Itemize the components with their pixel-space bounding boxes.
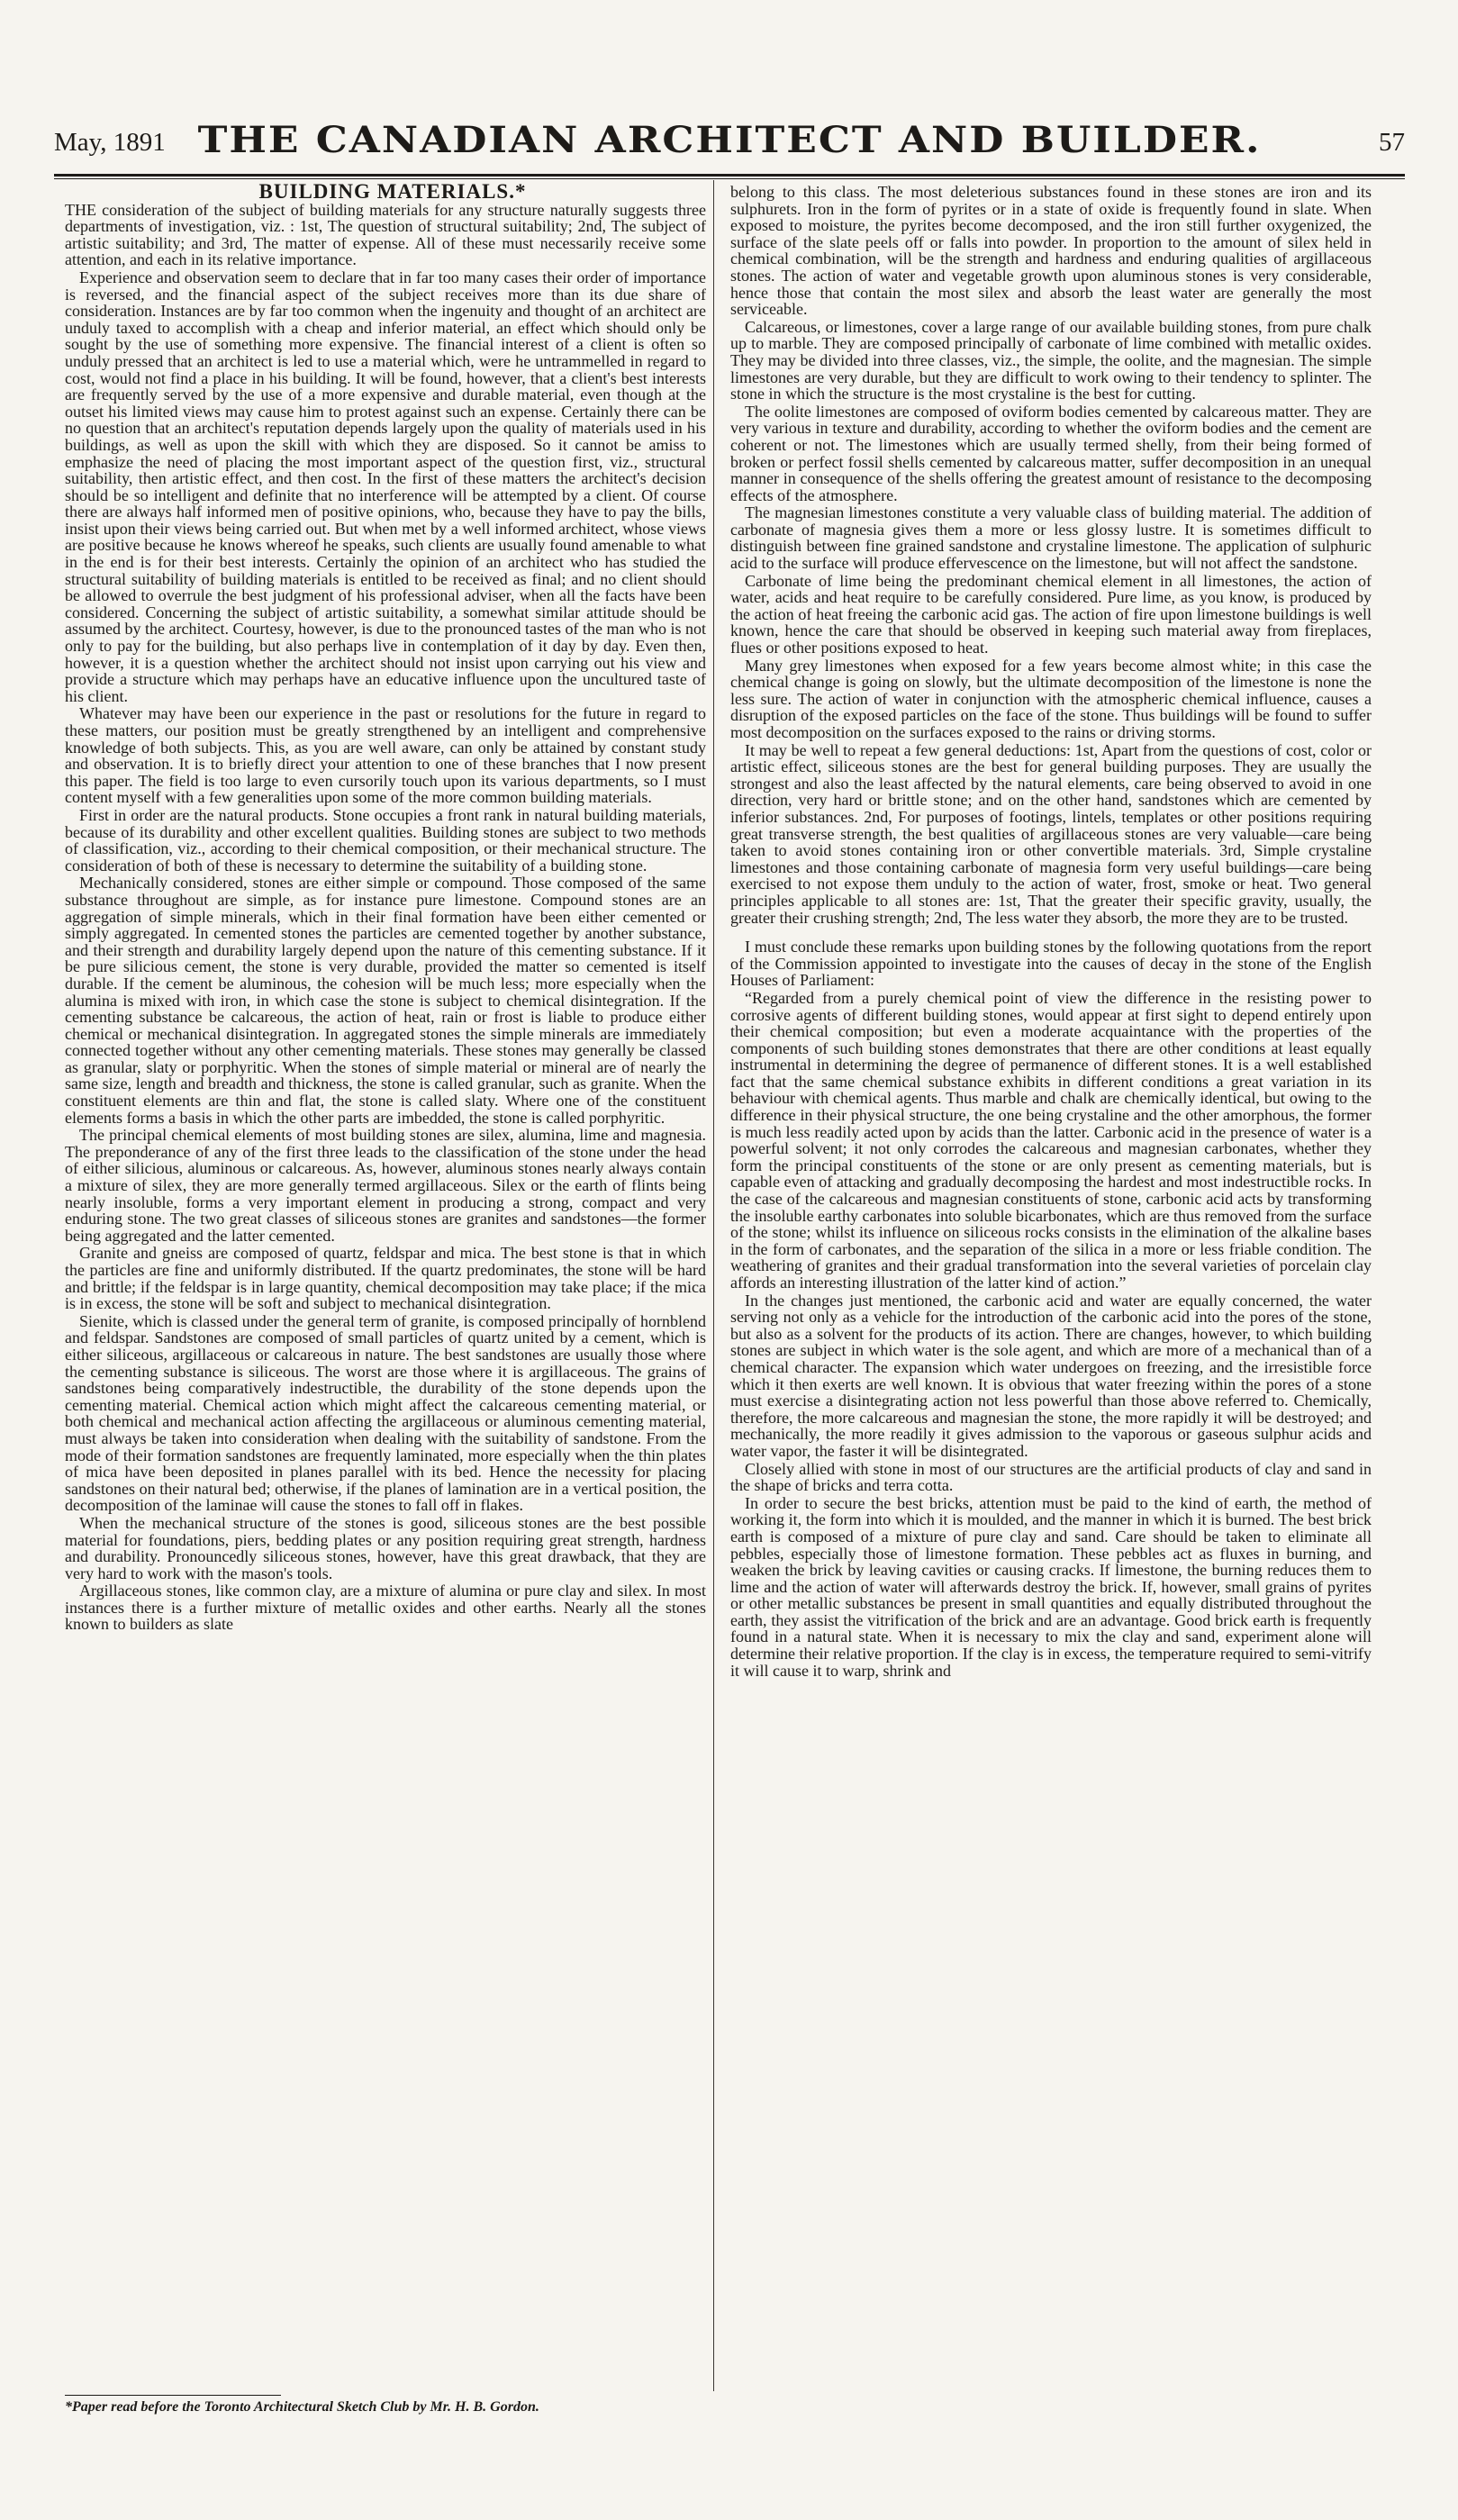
header-rule-thin	[54, 178, 1405, 179]
article-title: BUILDING MATERIALS.*	[258, 180, 527, 203]
paragraph: Granite and gneiss are composed of quartz, feldspar and mica. The best stone is that in which the particles are fine and uniformly distributed. If the quartz predominates, the stone will be hard and brittle; if the feldspar is in large quantity, chemical decomposition may take place; if the mica is in excess, the stone will be soft and subject to mechanical disintegration.	[65, 1244, 706, 1313]
left-column	[65, 180, 706, 1634]
paragraph: Whatever may have been our experience in the past or resolutions for the future in regard to these matters, our position must be greatly strengthened by an intelligent and comprehensive knowledge of both subjects. This, as you are well aware, can only be attained by constant study and observation. It is to briefly direct your attention to one of these branches that I now present this paper. The field is too large to even cursorily touch upon its various departments, so I must content myself with a few generalities upon some of the more common building materials.	[65, 704, 706, 807]
paragraph: The oolite limestones are composed of oviform bodies cemented by calcareous matter. They are very various in texture and durability, according to whether the oviform bodies and the cement are coherent or not. The limestones which are usually termed shelly, from their being formed of broken or perfect fossil shells cemented by calcareous matter, suffer decomposition in an unequal manner in consequence of the shells offering the greatest amount of resistance to the decomposing effects of the atmosphere.	[730, 402, 1372, 504]
paragraph: The magnesian limestones constitute a very valuable class of building material. The addition of carbonate of magnesia gives them a more or less glossy lustre. It is sometimes difficult to distinguish between fine grained sandstone and crystaline limestone. The application of sulphuric acid to the surface will produce effervescence on the limestone, but will not affect the sandstone.	[730, 503, 1372, 573]
page-header	[54, 115, 1405, 169]
paragraph: Sienite, which is classed under the general term of granite, is composed principally of hornblend and feldspar. Sandstones are composed of small particles of quartz united by a cement, which is either siliceous, argillaceous or calcareous in nature. The best sandstones are usually those where the cementing substance is siliceous. The worst are those where it is argillaceous. The grains of sandstones being comparatively indestructible, the durability of the stone depends upon the cementing material. Chemical action which might affect the calcareous cementing material, or both chemical and mechanical action affecting the argillaceous or aluminous cementing material, must always be taken into consideration when dealing with the suitability of sandstone. From the mode of their formation sandstones are frequently laminated, more especially when the thin plates of mica have been deposited in planes parallel with its bed. Hence the necessity for placing sandstones on their natural bed; otherwise, if the planes of lamination are in a vertical position, the decomposition of the laminae will cause the stones to fall off in flakes.	[65, 1311, 706, 1515]
right-column	[730, 184, 1372, 1680]
page-number: 57	[1379, 128, 1405, 157]
paragraph: THE consideration of the subject of building materials for any structure naturally suggests three departments of investigation, viz. : 1st, The question of structural suitability; 2nd, The subject of artistic suitability; and 3rd, The matter of expense. All of these must necessarily receive some attention, and each in its relative importance.	[65, 200, 706, 269]
paragraph: Many grey limestones when exposed for a few years become almost white; in this case the chemical change is going on slowly, but the ultimate decomposition of the limestone is none the less sure. The action of water in conjunction with the atmospheric chemical influence, causes a disruption of the exposed particles on the face of the stone. Thus buildings will be found to suffer most decomposition on the surfaces exposed to the rains or driving storms.	[730, 656, 1372, 741]
paragraph: Mechanically considered, stones are either simple or compound. Those composed of the same substance throughout are simple, as for instance pure limestone. Compound stones are an aggregation of simple minerals, which in their final formation have been either cemented or simply aggregated. In cemented stones the particles are cemented together by another substance, and their strength and durability largely depend upon the nature of this cementing substance. If it be pure silicious cement, the stone is very durable, provided the matter so cemented is itself durable. If the cement be aluminous, the cohesion will be much less; more especially when the alumina is mixed with iron, in which case the stone is subject to chemical disintegration. If the cementing substance be calcareous, the action of heat, rain or frost is liable to produce either chemical or mechanical disintegration. In aggregated stones the simple minerals are immediately connected together without any other cementing materials. These stones may generally be classed as granular, slaty or porphyritic. When the stones of simple material or mineral are of nearly the same size, length and breadth and thickness, the stone is called granular, such as granite. When the constituent elements are thin and flat, the stone is called slaty. Where one of the constituent elements forms a basis in which the other parts are imbedded, the stone is called porphyritic.	[65, 874, 706, 1127]
paragraph: Calcareous, or limestones, cover a large range of our available building stones, from pure chalk up to marble. They are composed principally of carbonate of lime combined with metallic oxides. They may be divided into three classes, viz., the simple, the oolite, and the magnesian. The simple limestones are very durable, but they are difficult to work owing to their tendency to splinter. The stone in which the structure is the most crystaline is the best for cutting.	[730, 317, 1372, 403]
paragraph: The principal chemical elements of most building stones are silex, alumina, lime and magnesia. The preponderance of any of the first three leads to the classification of the stone under the head of either silicious, aluminous or calcareous. As, however, aluminous stones nearly always contain a mixture of silex, they are more generally termed argillaceous. Silex or the earth of flints being nearly insoluble, forms a very important element in producing a strong, compact and very enduring stone. The two great classes of siliceous stones are granites and sandstones—the former being aggregated and the latter cemented.	[65, 1126, 706, 1245]
paragraph: Experience and observation seem to declare that in far too many cases their order of importance is reversed, and the financial aspect of the subject receives more than its due share of consideration. Instances are by far too common when the ingenuity and thought of an architect are unduly taxed to accomplish with a cheap and inferior material, an effect which should only be sought by the use of something more expensive. The financial interest of a client is often so unduly pressed that an architect is led to use a material which, were he untrammelled in regard to cost, would not find a place in his building. It will be found, however, that a client's best interests are frequently served by the use of a more expensive and durable material, even though at the outset his limited views may cause him to protest against such an expense. Certainly there can be no question that an architect's reputation depends largely upon the quality of materials used in his buildings, as well as upon the skill with which they are disposed. So it cannot be amiss to emphasize the need of placing the most important aspect of the question first, viz., structural suitability, then artistic effect, and then cost. In the first of these matters the architect's decision should be so intelligent and definite that no interference will be attempted by a client. Of course there are always half informed men of positive opinions, who, because they have to pay the bills, insist upon their views being carried out. But when met by a well informed architect, whose views are positive because he knows whereof he speaks, such clients are usually found amenable to what in the end is for their best interests. Certainly the opinion of an architect who has studied the structural suitability of building materials is entitled to be received as final; and no client should be allowed to overrule the best judgment of his professional adviser, when all the facts have been considered. Concerning the subject of artistic suitability, a somewhat similar attitude should be assumed by the architect. Courtesy, however, is due to the pronounced tastes of the man who is not only to pay for the building, but also perhaps live in contemplation of it day by day. Even then, however, it is a question whether the architect should not insist upon carrying out his view and provide a structure which may perhaps have an educative influence upon the uncultured taste of his client.	[65, 267, 706, 705]
paragraph: It may be well to repeat a few general deductions: 1st, Apart from the questions of cost, color or artistic effect, siliceous stones are the best for general building purposes. They are usually the strongest and also the least affected by the natural elements, care being observed to avoid in one direction, very hard or brittle stone; and on the other hand, sandstones which are cemented by inferior substances. 2nd, For purposes of footings, lintels, templates or other positions requiring great transverse strength, the best qualities of argillaceous stones are very valuable—care being taken to avoid stones containing iron or other convertible materials. 3rd, Simple crystaline limestones and those containing carbonate of magnesia form very useful buildings—care being exercised to not expose them unduly to the action of water, frost, smoke or heat. Two general principles applicable to all stones are: 1st, That the greater their specific gravity, usually, the greater their crushing strength; 2nd, The less water they absorb, the more they are to be trusted.	[730, 740, 1372, 927]
paragraph: Argillaceous stones, like common clay, are a mixture of alumina or pure clay and silex. In most instances there is a further mixture of metallic oxides and other earths. Nearly all the stones known to builders as slate	[65, 1582, 706, 1634]
footnote-rule	[65, 2395, 281, 2396]
paragraph: belong to this class. The most deleterious substances found in these stones are iron and its sulphurets. Iron in the form of pyrites or in a state of oxide is frequently found in slate. When exposed to moisture, the pyrites become decomposed, and the iron still further oxygenized, the surface of the slate peels off or falls into powder. In proportion to the amount of silex held in chemical combination, will be the strength and hardness and enduring qualities of argillaceous stones. The action of water and vegetable growth upon aluminous stones is very considerable, hence those that contain the most silex and absorb the least water are generally the most serviceable.	[730, 183, 1372, 319]
paragraph: First in order are the natural products. Stone occupies a front rank in natural building materials, because of its durability and other excellent qualities. Building stones are subject to two methods of classification, viz., according to their chemical composition, or their mechanical structure. The consideration of both of these is necessary to determine the suitability of a building stone.	[65, 805, 706, 875]
paragraph: In the changes just mentioned, the carbonic acid and water are equally concerned, the water serving not only as a vehicle for the introduction of the carbonic acid into the pores of the stone, but also as a solvent for the products of its action. There are changes, however, to which building stones are subject in which water is the sole agent, and which are more of a mechanical than of a chemical character. The expansion which water undergoes on freezing, and the irresistible force which it then exerts are well known. It is obvious that water freezing within the pores of a stone must exercise a disintegrating action not less powerful than those above referred to. Chemically, therefore, the more calcareous and magnesian the stone, the more rapidly it will be destroyed; and mechanically, the more readily it gives admission to the vaporous or gaseous sulphur acids and water vapor, the faster it will be disintegrated.	[730, 1291, 1372, 1460]
issue-date: May, 1891	[54, 128, 166, 157]
paragraph: I must conclude these remarks upon building stones by the following quotations from the report of the Commission appointed to investigate into the causes of decay in the stone of the English Houses of Parliament:	[730, 938, 1372, 990]
paragraph: In order to secure the best bricks, attention must be paid to the kind of earth, the method of working it, the form into which it is moulded, and the manner in which it is burned. The best brick earth is composed of a mixture of pure clay and sand. Care should be taken to eliminate all pebbles, especially those of limestone formation. These pebbles act as fluxes in burning, and weaken the brick by leaving cavities or causing cracks. If limestone, the burning reduces them to lime and the action of water will afterwards destroy the brick. If, however, small grains of pyrites or other metallic substances be present in small quantities and equally distributed throughout the earth, they assist the vitrification of the brick and are an advantage. Good brick earth is frequently found in a natural state. When it is necessary to mix the clay and sand, experiment alone will determine their relative proportion. If the clay is in excess, the temperature required to semi-vitrify it will cause it to warp, shrink and	[730, 1493, 1372, 1680]
paragraph: When the mechanical structure of the stones is good, siliceous stones are the best possible material for foundations, piers, bedding plates or any position requiring great strength, hardness and durability. Pronouncedly siliceous stones, however, have this great drawback, that they are very hard to work with the mason's tools.	[65, 1513, 706, 1582]
header-rule-thick	[54, 174, 1405, 177]
masthead-title: THE CANADIAN ARCHITECT AND BUILDER.	[197, 119, 1262, 161]
paragraph: Closely allied with stone in most of our structures are the artificial products of clay and sand in the shape of bricks and terra cotta.	[730, 1459, 1372, 1495]
quotation-paragraph: “Regarded from a purely chemical point of view the difference in the resisting power to corrosive agents of different building stones, would appear at first sight to depend entirely upon their chemical composition; but even a moderate acquaintance with the properties of the components of such building stones demonstrates that there are other conditions at least equally instrumental in determining the degree of permanence of different stones. It is a well established fact that the same chemical substance exhibits in different conditions a great variation in its behaviour with chemical agents. Thus marble and chalk are chemically identical, but owing to the difference in their physical structure, the one being crystaline and the other amorphous, the former is much less readily acted upon by acids than the latter. Carbonic acid in the presence of water is a powerful solvent; it not only corrodes the calcareous and magnesian carbonates, whether they form the principal constituents of the stone or are only present as cementing materials, but is capable even of attacking and gradually decomposing the hardest and most indestructible rocks. In the case of the calcareous and magnesian constituents of stone, carbonic acid acts by transforming the insoluble earthy carbonates into soluble bicarbonates, which are thus removed from the surface of the stone; whilst its influence on siliceous rocks consists in the elimination of the alkaline bases in the form of carbonates, and the separation of the silica in a more or less friable condition. The weathering of granites and their gradual transformation into the several varieties of porcelain clay affords an interesting illustration of the latter kind of action.”	[730, 988, 1372, 1292]
paragraph: Carbonate of lime being the predominant chemical element in all limestones, the action of water, acids and heat require to be carefully considered. Pure lime, as you know, is produced by the action of heat freeing the carbonic acid gas. The action of fire upon limestone buildings is well known, hence the care that should be observed in keeping such material away from fireplaces, flues or other positions exposed to heat.	[730, 571, 1372, 657]
column-divider	[713, 180, 714, 2391]
footnote: *Paper read before the Toronto Architectural Sketch Club by Mr. H. B. Gordon.	[65, 2399, 539, 2415]
